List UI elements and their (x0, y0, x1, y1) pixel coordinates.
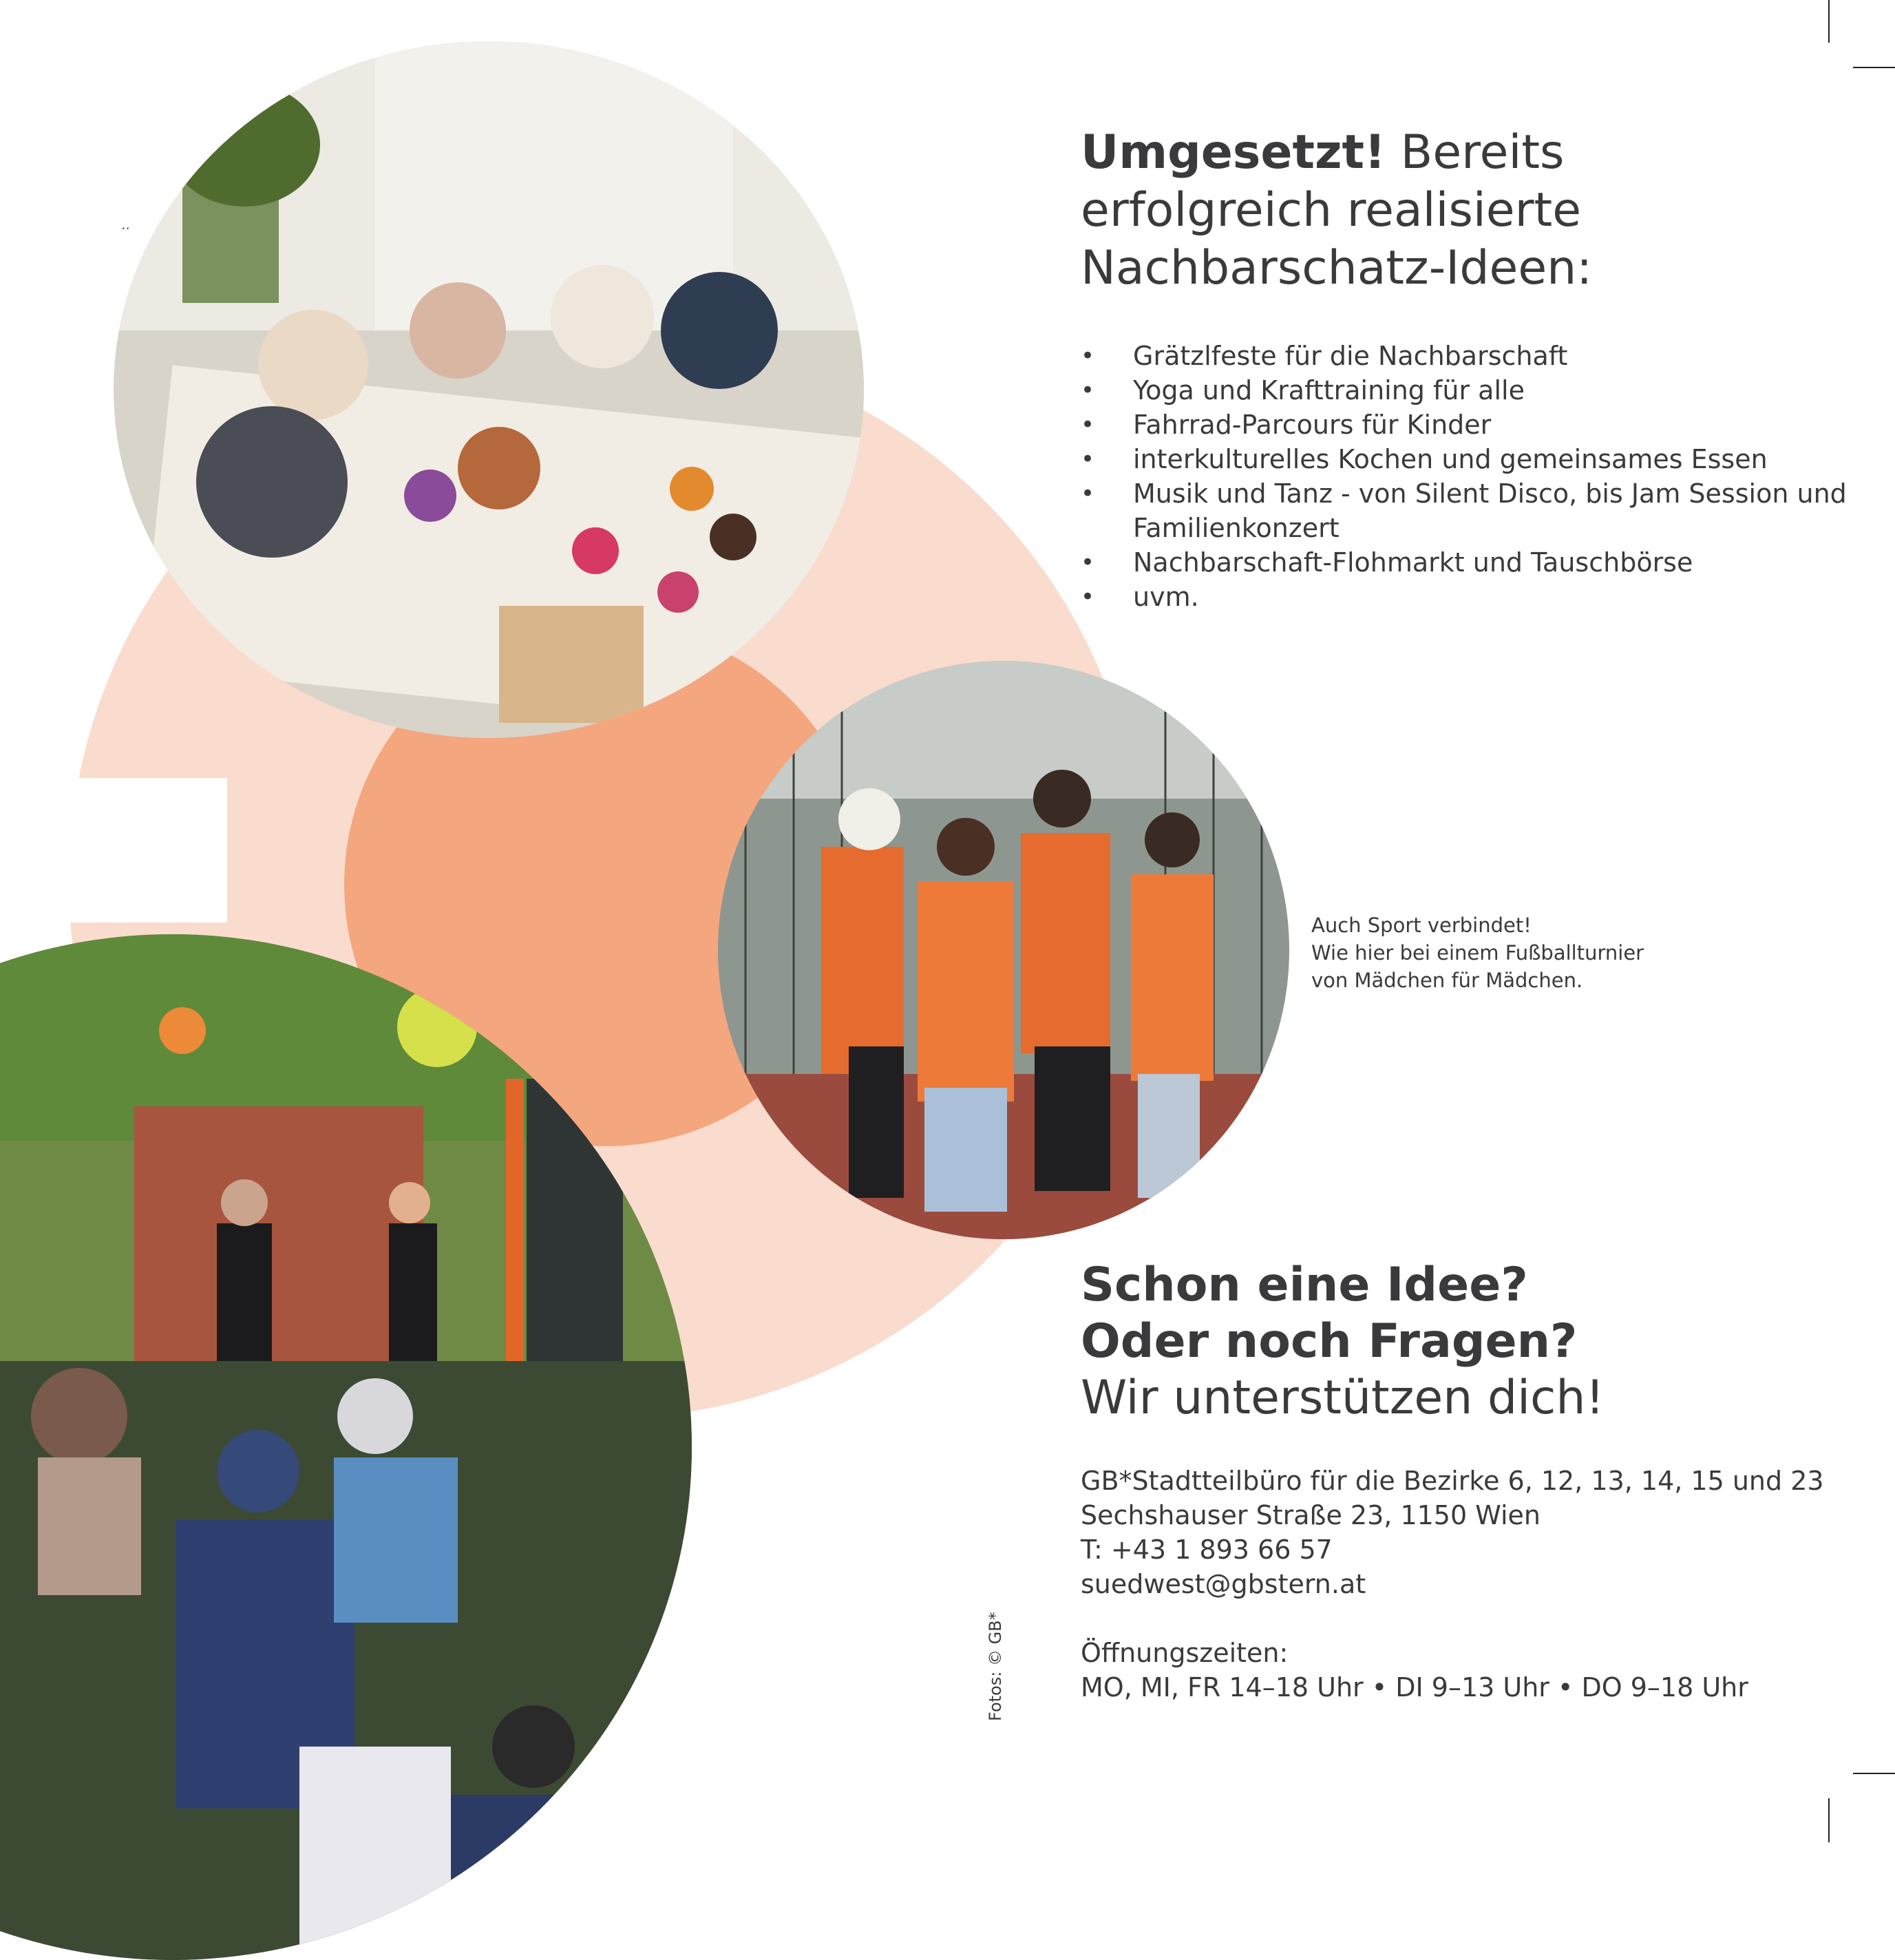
caption-line1: Auch Sport verbindet! (1311, 914, 1532, 937)
office-address: Sechshauser Straße 23, 1150 Wien (1081, 1500, 1541, 1530)
crop-mark-top-horizontal (1853, 67, 1895, 68)
list-item: • interkulturelles Kochen und gemeinsames Essen (1081, 442, 1852, 476)
heading-line2: erfolgreich realisierte (1081, 183, 1582, 238)
heading2-line3: Wir unterstützen dich! (1081, 1371, 1605, 1425)
crop-mark-top-vertical (1828, 0, 1830, 43)
office-name: GB*Stadtteilbüro für die Bezirke 6, 12, 13, 14, 15 und 23 (1081, 1466, 1824, 1496)
office-phone[interactable]: T: +43 1 893 66 57 (1081, 1535, 1333, 1565)
list-item: • Yoga und Krafttraining für alle (1081, 373, 1852, 408)
heading-line3: Nachbarschatz-Ideen: (1081, 241, 1593, 295)
photo-credit: Fotos: © GB* (986, 1612, 1005, 1721)
crop-mark-bottom-vertical (1828, 1798, 1830, 1842)
list-item: • Fahrrad-Parcours für Kinder (1081, 408, 1852, 442)
opening-hours: MO, MI, FR 14–18 Uhr • DI 9–13 Uhr • DO 9–18 Uhr (1081, 1672, 1748, 1703)
stray-mark: .. (121, 216, 130, 233)
heading-strong: Umgesetzt! (1081, 125, 1386, 180)
contact-block (1081, 1464, 1852, 1705)
heading-realized-ideas (1081, 124, 1838, 297)
office-email[interactable]: suedwest@gbstern.at (1081, 1569, 1366, 1599)
caption-line2: Wie hier bei einem Fußballturnier (1311, 941, 1644, 965)
heading2-line1: Schon eine Idee? (1081, 1258, 1528, 1312)
list-item: • uvm. (1081, 580, 1852, 614)
list-item: • Musik und Tanz - von Silent Disco, bis Jam Session und Familienkonzert (1081, 476, 1852, 545)
photo-caption (1311, 911, 1697, 994)
caption-line3: von Mädchen für Mädchen. (1311, 969, 1583, 992)
heading-questions (1081, 1257, 1838, 1426)
heading-line1-rest: Bereits (1386, 125, 1565, 180)
ideas-list (1081, 339, 1852, 614)
hours-label: Öffnungszeiten: (1081, 1638, 1289, 1668)
knitting-group-photo (114, 41, 864, 738)
list-item: • Grätzlfeste für die Nachbarschaft (1081, 339, 1852, 373)
list-item: • Nachbarschaft-Flohmarkt und Tauschbörse (1081, 545, 1852, 580)
spacer (1081, 1601, 1852, 1636)
girls-football-team-photo (718, 661, 1289, 1239)
heading2-line2: Oder noch Fragen? (1081, 1314, 1578, 1369)
crop-mark-bottom-horizontal (1853, 1773, 1895, 1774)
